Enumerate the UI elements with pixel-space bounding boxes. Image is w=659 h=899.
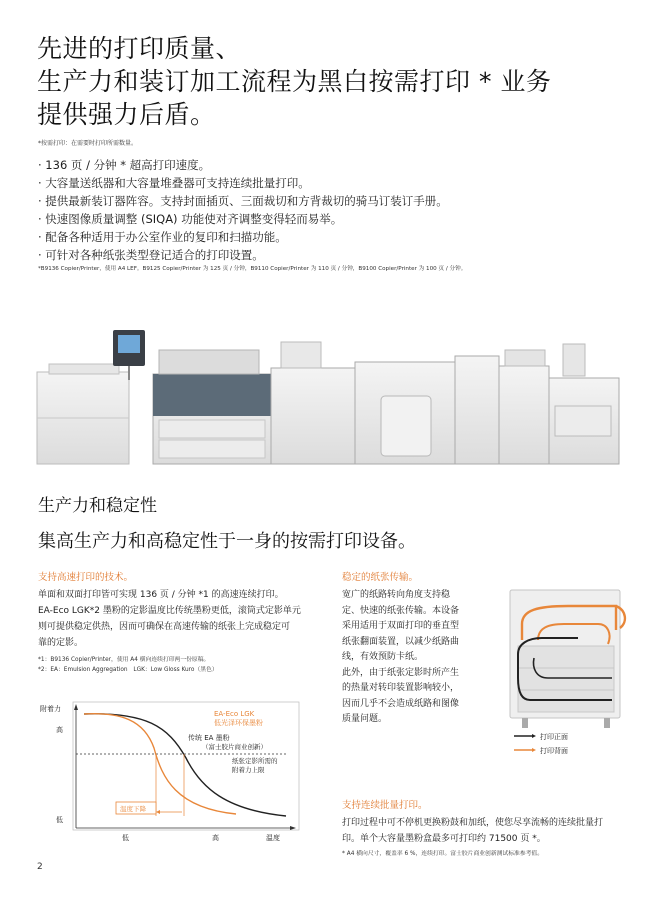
y-high-label: 高 [56, 726, 63, 734]
bullet-item: · 快速图像质量调整 (SIQA) 功能使对齐调整变得轻而易举。 [38, 212, 343, 226]
left-note: *2：EA：Emulsion Aggregation LGK：Low Gloss Kuro（黑色） [38, 667, 218, 673]
eco-label-2: 低光泽环保墨粉 [214, 719, 263, 727]
adhesion-temperature-graph [36, 698, 306, 846]
right-heading: 稳定的纸张传输。 [342, 572, 419, 583]
right-para-line: 采用适用于双面打印的垂直型 [342, 621, 460, 631]
eco-label-1: EA-Eco LGK [214, 710, 255, 718]
left-note: *1：B9136 Copier/Printer，使用 A4 横向连续打印两一份原稿。 [38, 657, 210, 663]
right-para-line: 线，有效预防卡纸。 [342, 652, 424, 662]
legend-front-label: 打印正面 [540, 733, 568, 741]
right2-paragraph [342, 815, 603, 847]
left-para-line: 单面和双面打印皆可实现 136 页 / 分钟 *1 的高速连续打印。 [38, 590, 284, 600]
printer-system-image [35, 320, 625, 468]
right2-para-line: 印。单个大容量墨粉盒最多可打印约 71500 页 *。 [342, 834, 546, 844]
left-paragraph [38, 587, 301, 651]
left-para-line: 则可提供稳定供热，因而可确保在高速传输的纸张上完成稳定可 [38, 622, 291, 632]
graph-frame [73, 702, 299, 830]
headline-footnote: *按需打印：在需要时打印所需数量。 [38, 140, 138, 147]
left-heading: 支持高速打印的技术。 [38, 572, 134, 583]
paper-trays [518, 646, 614, 712]
x-high-label: 高 [212, 834, 219, 842]
bullet-item: · 配备各种适用于办公室作业的复印和扫描功能。 [38, 230, 287, 244]
headline-line-3: 提供强力后盾。 [37, 100, 216, 129]
threshold-label-1: 纸张定影所需的 [232, 757, 278, 765]
right-para-line: 的热量对转印装置影响较小， [342, 683, 460, 693]
bullet-item: · 可针对各种纸张类型登记适合的打印设置。 [38, 248, 264, 262]
right-para-line: 宽广的纸路转向角度支持稳 [342, 590, 451, 600]
bullet-item: · 提供最新装订器阵容。支持封面插页、三面裁切和方背裁切的骑马订装订手册。 [38, 194, 448, 208]
page-number: 2 [37, 862, 43, 872]
threshold-label-2: 附着力上限 [232, 766, 265, 774]
feature-bullets [38, 156, 448, 264]
legend-back-label: 打印背面 [540, 747, 568, 755]
trad-label-1: 传统 EA 墨粉 [188, 734, 230, 742]
headline-line-2: 生产力和装订加工流程为黑白按需打印 * 业务 [37, 67, 552, 96]
bullet-item: · 136 页 / 分钟 * 超高打印速度。 [38, 158, 211, 172]
bullets-footnote: *B9136 Copier/Printer，使用 A4 LEF。B9125 Copier/Printer 为 125 页 / 分钟，B9110 Copier/Printer 为 110 页 / 分钟，B9100 Copier/Printer 为 100 页 / 分钟。 [38, 266, 467, 272]
bullet-item: · 大容量送纸器和大容量堆叠器可支持连续批量打印。 [38, 176, 310, 190]
right-para-line: 此外，由于纸张定影时所产生 [342, 667, 460, 678]
right-para-line: 纸张翻面装置，以减少纸路曲 [342, 636, 460, 647]
page-headline [37, 32, 551, 131]
y-low-label: 低 [56, 816, 63, 824]
headline-line-1: 先进的打印质量、 [37, 34, 242, 63]
temp-drop-arrowhead [156, 810, 160, 814]
right-paragraph [342, 588, 459, 728]
paper-path-diagram [508, 588, 634, 758]
right-para-line: 定、快速的纸张传输。本设备 [342, 605, 460, 616]
x-low-label: 低 [122, 834, 129, 842]
x-axis-title: 温度 [266, 834, 280, 842]
section-title: 生产力和稳定性 [38, 496, 157, 516]
x-axis-arrow [290, 826, 296, 830]
right-para-line: 质量问题。 [342, 714, 388, 724]
section-subtitle: 集高生产力和高稳定性于一身的按需打印设备。 [38, 531, 416, 552]
trad-label-2: （富士胶片商业创新） [202, 743, 267, 751]
y-axis-title: 附着力 [40, 705, 61, 713]
right2-para-line: 打印过程中可不停机更换粉鼓和加纸，使您尽享流畅的连续批量打 [342, 818, 604, 828]
right-para-line: 因而几乎不会造成纸路和图像 [342, 698, 460, 709]
right2-heading: 支持连续批量打印。 [342, 800, 428, 811]
temp-drop-label: 温度下降 [120, 805, 146, 813]
left-notes [38, 655, 218, 675]
right2-note: * A4 横向尺寸，覆盖率 6 %，连续打印。富士胶片商业创新测试标准参考值。 [342, 851, 544, 857]
left-para-line: EA-Eco LGK*2 墨粉的定影温度比传统墨粉更低，滚筒式定影单元 [38, 606, 301, 616]
y-axis-arrow [74, 704, 78, 710]
left-para-line: 靠的定影。 [38, 638, 84, 648]
